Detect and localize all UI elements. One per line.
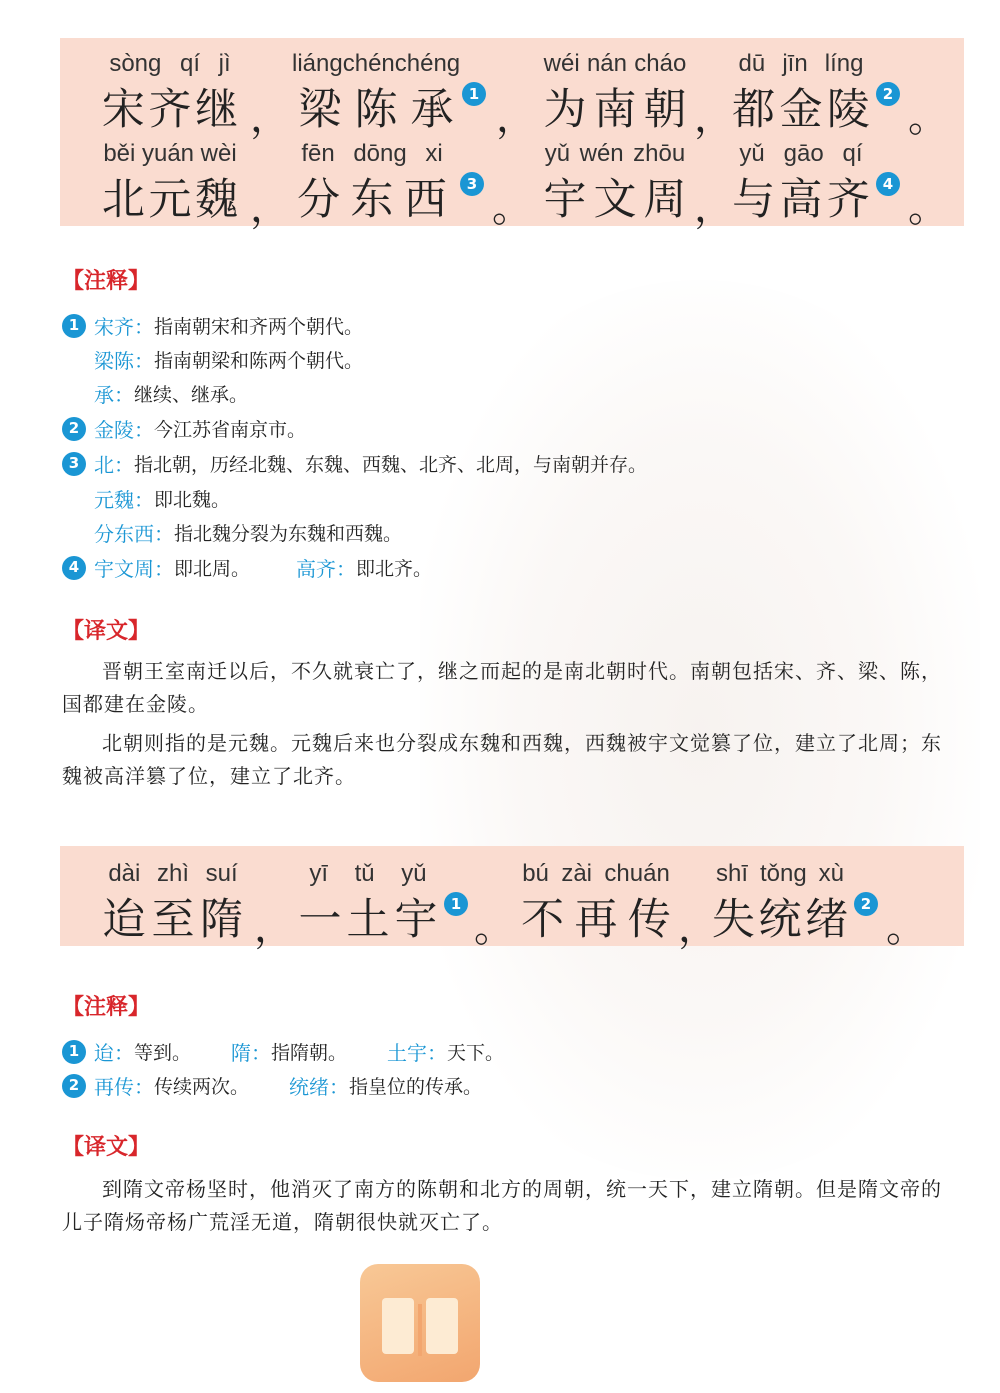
note-item <box>94 484 230 513</box>
verse-line-2 <box>60 132 964 231</box>
pinyin: cháo <box>634 50 687 77</box>
hanzi: 不 <box>521 895 565 945</box>
punctuation: 。 <box>886 905 926 951</box>
note-term: 隋： <box>231 1041 272 1065</box>
note-item <box>62 449 647 478</box>
hanzi: 迨 <box>102 895 146 945</box>
hanzi: 齐 <box>826 175 870 225</box>
pinyin: zhōu <box>633 140 686 167</box>
note-term: 宇文周： <box>94 557 174 581</box>
book-icon[interactable] <box>360 1264 480 1382</box>
note-term: 土宇： <box>387 1041 448 1065</box>
note-term: 北： <box>94 453 134 477</box>
footnote-marker-2: 2 <box>854 892 878 916</box>
note-item <box>94 518 402 547</box>
translation-paragraph: 晋朝王室南迁以后，不久就衰亡了，继之而起的是南北朝时代。南朝包括宋、齐、梁、陈，国都建在金陵。 <box>62 659 942 716</box>
pinyin: qí <box>842 140 863 167</box>
hanzi: 齐 <box>148 85 192 135</box>
note-text: 即北周。 <box>174 558 251 580</box>
hanzi: 高 <box>779 175 823 225</box>
footnote-marker-1: 1 <box>444 892 468 916</box>
pinyin: liáng <box>292 50 343 77</box>
punctuation: 。 <box>908 185 948 231</box>
note-text: 传续两次。 <box>154 1076 250 1098</box>
pinyin: nán <box>586 50 627 77</box>
note-number: 2 <box>62 417 86 441</box>
pinyin: shī <box>715 860 748 887</box>
note-term: 高齐： <box>296 557 357 581</box>
hanzi: 绪 <box>805 895 849 945</box>
hanzi: 宇 <box>543 175 587 225</box>
pinyin: chéng <box>394 50 461 77</box>
note-item <box>62 311 363 340</box>
hanzi: 陵 <box>826 85 870 135</box>
note-term: 金陵： <box>94 418 154 442</box>
note-text: 继续、继承。 <box>134 384 249 406</box>
hanzi: 北 <box>101 175 145 225</box>
verse-phrase <box>730 132 872 225</box>
pinyin: yī <box>309 860 328 887</box>
book-page-right <box>426 1298 458 1354</box>
note-text: 今江苏省南京市。 <box>154 419 307 441</box>
notes-heading: 【注释】 <box>62 269 151 294</box>
pinyin: qí <box>180 50 201 77</box>
pinyin: bú <box>522 860 549 887</box>
pinyin: xi <box>425 140 443 167</box>
verse-phrase <box>100 852 246 945</box>
pinyin: jīn <box>782 50 808 77</box>
note-item <box>62 553 432 582</box>
hanzi: 西 <box>403 175 447 225</box>
hanzi: 梁 <box>298 85 342 135</box>
translation-heading: 【译文】 <box>62 1135 151 1160</box>
pinyin: yuán <box>141 140 195 167</box>
note-text: 指北魏分裂为东魏和西魏。 <box>174 523 403 545</box>
note-term: 迨： <box>94 1041 134 1065</box>
footnote-marker-4: 4 <box>876 172 900 196</box>
note-item <box>62 1071 482 1100</box>
hanzi: 魏 <box>195 175 239 225</box>
note-item <box>94 379 248 408</box>
pinyin: tǒng <box>759 860 807 887</box>
hanzi: 分 <box>297 175 341 225</box>
hanzi: 统 <box>758 895 802 945</box>
hanzi: 一 <box>298 895 342 945</box>
note-term: 元魏： <box>94 488 154 512</box>
hanzi: 南 <box>593 85 637 135</box>
punctuation: 。 <box>908 95 948 141</box>
footnote-marker-1: 1 <box>462 82 486 106</box>
pinyin: fēn <box>301 140 335 167</box>
punctuation: ， <box>678 905 718 951</box>
book-page-left <box>382 1298 414 1354</box>
hanzi: 失 <box>711 895 755 945</box>
hanzi: 朝 <box>643 85 687 135</box>
pinyin: zhì <box>156 860 189 887</box>
note-text: 指北朝，历经北魏、东魏、西魏、北齐、北周，与南朝并存。 <box>134 454 648 476</box>
pinyin: tǔ <box>354 860 375 887</box>
verse-box-1 <box>60 38 964 231</box>
pinyin: dōng <box>353 140 407 167</box>
hanzi: 都 <box>732 85 776 135</box>
note-number: 1 <box>62 314 86 338</box>
translation-heading: 【译文】 <box>62 619 151 644</box>
hanzi: 宋 <box>101 85 145 135</box>
hanzi: 再 <box>574 895 618 945</box>
note-text: 天下。 <box>447 1042 505 1064</box>
verse-phrase <box>710 852 850 945</box>
pinyin: suí <box>205 860 238 887</box>
note-text: 等到。 <box>134 1042 192 1064</box>
note-term: 分东西： <box>94 522 174 546</box>
hanzi: 传 <box>627 895 671 945</box>
pinyin: zài <box>561 860 592 887</box>
pinyin: wéi <box>543 50 580 77</box>
note-term: 再传： <box>94 1075 154 1099</box>
pinyin: jì <box>218 50 231 77</box>
note-text: 指南朝宋和齐两个朝代。 <box>154 316 364 338</box>
note-term: 宋齐： <box>94 315 154 339</box>
punctuation: 。 <box>474 905 514 951</box>
note-number: 3 <box>62 452 86 476</box>
pinyin: běi <box>103 140 136 167</box>
note-text: 指皇位的传承。 <box>349 1076 483 1098</box>
pinyin: gāo <box>783 140 824 167</box>
hanzi: 与 <box>732 175 776 225</box>
verse-line-1 <box>60 42 964 141</box>
hanzi: 东 <box>350 175 394 225</box>
note-item <box>62 414 306 443</box>
verse-phrase <box>540 132 690 225</box>
note-term: 承： <box>94 383 134 407</box>
pinyin: chén <box>342 50 395 77</box>
pinyin: yǔ <box>401 860 427 887</box>
hanzi: 金 <box>779 85 823 135</box>
hanzi: 至 <box>151 895 195 945</box>
pinyin: dū <box>738 50 766 77</box>
punctuation: 。 <box>492 185 532 231</box>
notes-heading: 【注释】 <box>62 995 151 1020</box>
punctuation: ， <box>250 185 290 231</box>
punctuation: ， <box>254 905 294 951</box>
hanzi: 宇 <box>394 895 438 945</box>
hanzi: 元 <box>148 175 192 225</box>
verse-line-1 <box>60 852 964 951</box>
verse-phrase <box>292 42 461 135</box>
pinyin: xù <box>818 860 845 887</box>
verse-phrase <box>730 42 872 135</box>
pinyin: sòng <box>109 50 162 77</box>
note-number: 2 <box>62 1074 86 1098</box>
note-text: 指隋朝。 <box>271 1042 348 1064</box>
pinyin: chuán <box>604 860 670 887</box>
hanzi: 为 <box>543 85 587 135</box>
punctuation: ， <box>694 95 734 141</box>
pinyin: dài <box>108 860 141 887</box>
note-text: 即北齐。 <box>356 558 433 580</box>
verse-phrase <box>100 42 240 135</box>
verse-phrase <box>296 852 440 945</box>
punctuation: ， <box>496 95 536 141</box>
pinyin: wèi <box>200 140 237 167</box>
punctuation: ， <box>694 185 734 231</box>
footnote-marker-3: 3 <box>460 172 484 196</box>
book-spine <box>418 1304 422 1356</box>
pinyin: yǔ <box>739 140 765 167</box>
note-item <box>62 1037 504 1066</box>
verse-phrase <box>292 132 452 225</box>
hanzi: 周 <box>643 175 687 225</box>
verse-box-2 <box>60 846 964 951</box>
pinyin: yǔ <box>544 140 571 167</box>
note-number: 4 <box>62 556 86 580</box>
verse-phrase <box>100 132 240 225</box>
pinyin: líng <box>824 50 864 77</box>
note-term: 统绪： <box>289 1075 350 1099</box>
punctuation: ， <box>250 95 290 141</box>
hanzi: 陈 <box>354 85 398 135</box>
note-item <box>94 345 363 374</box>
translation-paragraph: 北朝则指的是元魏。元魏后来也分裂成东魏和西魏，西魏被宇文觉篡了位，建立了北周；东魏被高洋篡了位，建立了北齐。 <box>62 731 942 788</box>
footnote-marker-2: 2 <box>876 82 900 106</box>
hanzi: 隋 <box>200 895 244 945</box>
hanzi: 文 <box>593 175 637 225</box>
hanzi: 承 <box>410 85 454 135</box>
verse-phrase <box>516 852 676 945</box>
note-text: 即北魏。 <box>154 489 231 511</box>
hanzi: 继 <box>195 85 239 135</box>
pinyin: wén <box>579 140 624 167</box>
note-text: 指南朝梁和陈两个朝代。 <box>154 350 364 372</box>
note-term: 梁陈： <box>94 349 154 373</box>
verse-phrase <box>540 42 690 135</box>
note-number: 1 <box>62 1040 86 1064</box>
translation-paragraph: 到隋文帝杨坚时，他消灭了南方的陈朝和北方的周朝，统一天下，建立隋朝。但是隋文帝的儿子隋炀帝杨广荒淫无道，隋朝很快就灭亡了。 <box>62 1177 942 1234</box>
hanzi: 土 <box>346 895 390 945</box>
